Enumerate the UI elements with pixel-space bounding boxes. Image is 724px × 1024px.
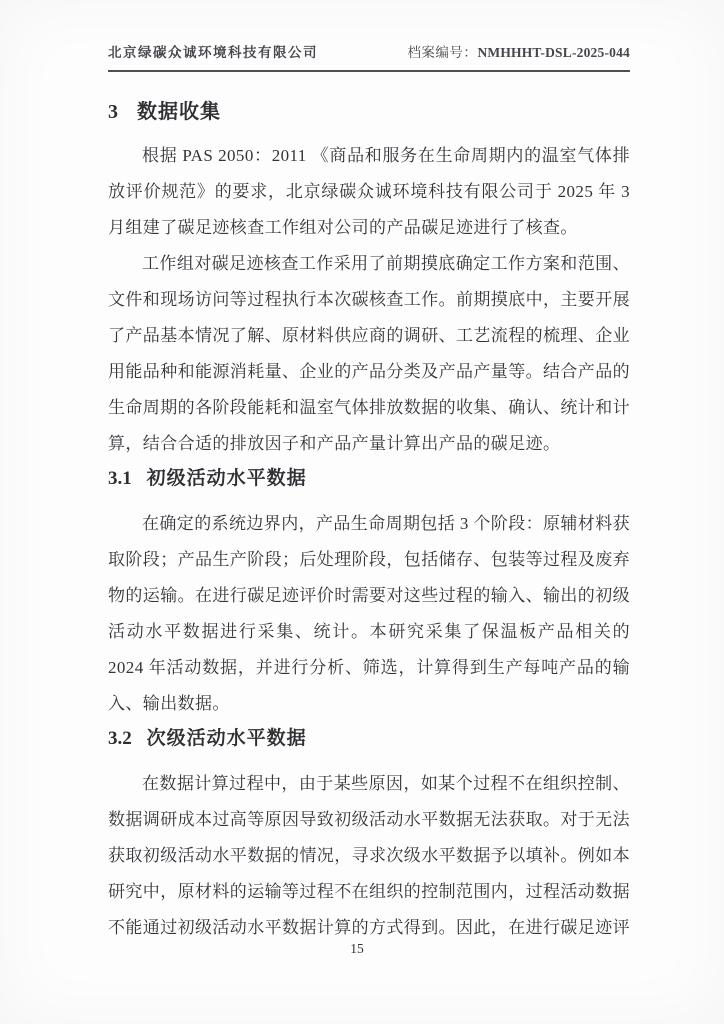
page-number: 15	[350, 941, 364, 956]
section-heading-primary-activity-data	[108, 465, 630, 493]
document-body	[108, 76, 630, 946]
section-heading-data-collection	[108, 98, 630, 126]
archive-number	[407, 44, 630, 62]
section-title: 初级活动水平数据	[146, 468, 307, 489]
section-heading-secondary-activity-data	[108, 725, 630, 753]
paragraph: 在确定的系统边界内，产品生命周期包括 3 个阶段：原辅材料获取阶段；产品生产阶段；后处理阶段，包括储存、包装等过程及废弃物的运输。在进行碳足迹评价时需要对这些过程的输入、输出的初级活动水平数据进行采集、统计。本研究采集了保温板产品相关的 2024 年活动数据，并进行分析、筛选，计算得到生产每吨产品的输入、输出数据。	[108, 514, 630, 713]
page-header	[108, 44, 630, 72]
section-number: 3.2	[108, 728, 132, 749]
section-number: 3	[108, 101, 118, 123]
page-footer	[0, 941, 714, 957]
paragraph: 工作组对碳足迹核查工作采用了前期摸底确定工作方案和范围、文件和现场访问等过程执行本次碳核查工作。前期摸底中，主要开展了产品基本情况了解、原材料供应商的调研、工艺流程的梳理、企业用能品种和能源消耗量、企业的产品分类及产品产量等。结合产品的生命周期的各阶段能耗和温室气体排放数据的收集、确认、统计和计算，结合合适的排放因子和产品产量计算出产品的碳足迹。	[108, 254, 630, 453]
archive-number-value: NMHHHT-DSL-2025-044	[477, 45, 630, 60]
section-3-paragraphs	[108, 138, 630, 462]
section-number: 3.1	[108, 468, 132, 489]
paragraph: 根据 PAS 2050：2011 《商品和服务在生命周期内的温室气体排放评价规范》的要求，北京绿碳众诚环境科技有限公司于 2025 年 3 月组建了碳足迹核查工作组对公司的产品碳足迹进行了核查。	[108, 146, 630, 237]
section-3-2-paragraphs	[108, 766, 630, 946]
section-3-1-paragraphs	[108, 506, 630, 722]
paragraph: 在数据计算过程中，由于某些原因，如某个过程不在组织控制、数据调研成本过高等原因导致初级活动水平数据无法获取。对于无法获取初级活动水平数据的情况，寻求次级水平数据予以填补。例如本研究中，原材料的运输等过程不在组织的控制范围内，过程活动数据不能通过初级活动水平数据计算的方式得到。因此，在进行碳足迹评	[108, 774, 630, 937]
section-title: 次级活动水平数据	[146, 728, 307, 749]
section-title: 数据收集	[137, 101, 221, 123]
archive-number-label: 档案编号：	[407, 45, 478, 60]
company-name: 北京绿碳众诚环境科技有限公司	[108, 45, 318, 60]
